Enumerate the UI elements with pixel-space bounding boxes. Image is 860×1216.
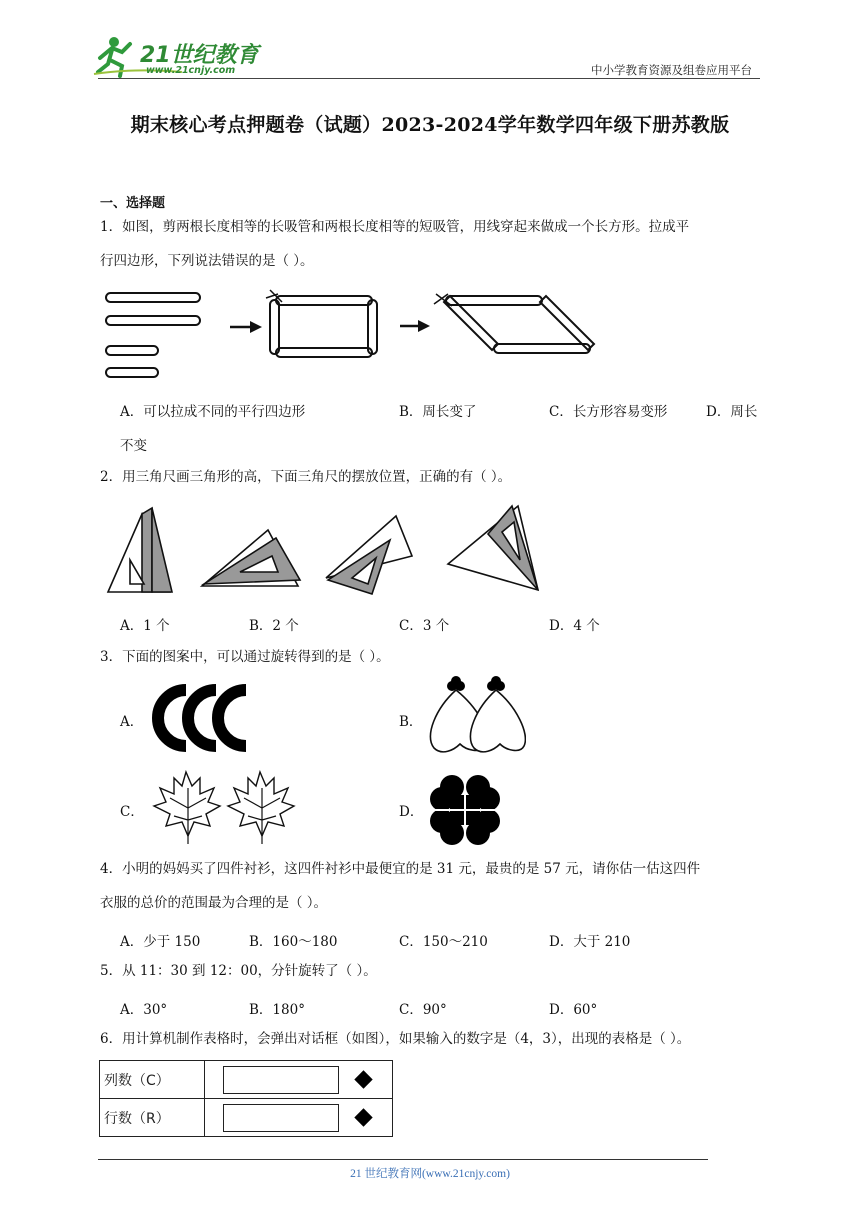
question-1-line1: 1．如图，剪两根长度相等的长吸管和两根长度相等的短吸管，用线穿起来做成一个长方形。拉成平 xyxy=(100,219,690,235)
columns-input[interactable] xyxy=(223,1066,339,1094)
question-2-text: 2．用三角尺画三角形的高，下面三角尺的摆放位置，正确的有（ ）。 xyxy=(100,469,512,485)
q4-option-d[interactable]: D．大于 210 xyxy=(549,934,631,950)
maple-leaves-icon xyxy=(148,768,298,846)
logo-text: 21世纪教育 xyxy=(140,43,259,68)
question-4-line1: 4．小明的妈妈买了四件衬衫，这四件衬衫中最便宜的是 31 元，最贵的是 57 元，请你估一估这四件 xyxy=(100,861,701,877)
q2-option-b[interactable]: B．2 个 xyxy=(249,618,299,634)
q3-option-d[interactable]: D． xyxy=(399,804,424,820)
footer-text[interactable]: 21 世纪教育网(www.21cnjy.com) xyxy=(350,1168,510,1180)
header-right-text: 中小学教育资源及组卷应用平台 xyxy=(591,63,752,77)
table-dialog xyxy=(99,1060,393,1137)
question-3-text: 3．下面的图案中，可以通过旋转得到的是（ ）。 xyxy=(100,649,390,665)
q4-option-c[interactable]: C．150～210 xyxy=(399,934,488,950)
triangle-ruler-figures xyxy=(100,500,550,600)
straw-rectangle-figure xyxy=(100,280,600,380)
q5-option-a[interactable]: A．30° xyxy=(120,1002,168,1018)
q4-option-b[interactable]: B．160～180 xyxy=(249,934,338,950)
q5-option-c[interactable]: C．90° xyxy=(399,1002,447,1018)
question-4-line2: 衣服的总价的范围最为合理的是（ ）。 xyxy=(100,895,328,911)
q1-option-a[interactable]: A．可以拉成不同的平行四边形 xyxy=(120,404,306,420)
q2-option-c[interactable]: C．3 个 xyxy=(399,618,450,634)
q5-option-b[interactable]: B．180° xyxy=(249,1002,305,1018)
logo-url: www.21cnjy.com xyxy=(146,65,236,76)
section-heading: 一、选择题 xyxy=(100,196,166,211)
columns-spinner-icon[interactable] xyxy=(354,1070,372,1088)
logo xyxy=(92,34,262,80)
footer-divider xyxy=(98,1159,708,1160)
question-6-text: 6．用计算机制作表格时，会弹出对话框（如图），如果输入的数字是（4，3），出现的表格是（ ）。 xyxy=(100,1031,691,1047)
q1-option-d-cont: 不变 xyxy=(120,438,147,454)
q3-option-a[interactable]: A． xyxy=(120,714,144,730)
question-1-line2: 行四边形，下列说法错误的是（ ）。 xyxy=(100,253,314,269)
rows-input[interactable] xyxy=(223,1104,339,1132)
q1-option-b[interactable]: B．周长变了 xyxy=(399,404,477,420)
columns-label: 列数（C） xyxy=(104,1072,170,1089)
header-divider xyxy=(98,78,760,79)
rows-spinner-icon[interactable] xyxy=(354,1108,372,1126)
q5-option-d[interactable]: D．60° xyxy=(549,1002,598,1018)
q1-option-c[interactable]: C．长方形容易变形 xyxy=(549,404,668,420)
q1-option-d[interactable]: D．周长 xyxy=(706,404,758,420)
q4-option-a[interactable]: A．少于 150 xyxy=(120,934,201,950)
rows-label: 行数（R） xyxy=(104,1110,170,1127)
four-leaf-clover-icon xyxy=(428,773,502,847)
q2-option-a[interactable]: A．1 个 xyxy=(120,618,170,634)
question-5-text: 5．从 11：30 到 12：00，分针旋转了（ ）。 xyxy=(100,963,377,979)
ccc-pattern-icon xyxy=(150,682,260,754)
q3-option-b[interactable]: B． xyxy=(399,714,423,730)
q3-option-c[interactable]: C． xyxy=(120,804,144,820)
pear-shapes-icon xyxy=(424,676,526,756)
q2-option-d[interactable]: D．4 个 xyxy=(549,618,600,634)
page-title: 期末核心考点押题卷（试题）2023-2024学年数学四年级下册苏教版 xyxy=(130,114,730,136)
